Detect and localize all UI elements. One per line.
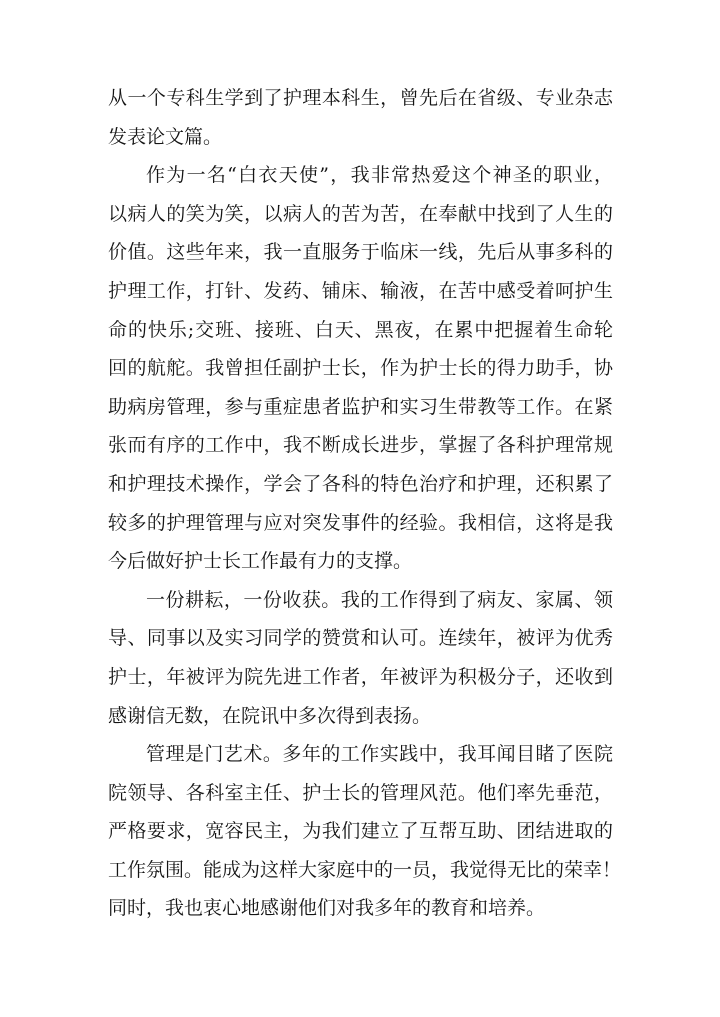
text-line: 严格要求，宽容民主，为我们建立了互帮互助、团结进取的 [108, 820, 613, 843]
text-line: 感谢信无数，在院讯中多次得到表扬。 [108, 704, 432, 727]
text-line: 导、同事以及实习同学的赞赏和认可。连续年，被评为优秀 [108, 627, 613, 650]
text-line: 护理工作，打针、发药、铺床、输液，在苦中感受着呵护生 [108, 279, 613, 302]
text-line: 院领导、各科室主任、护士长的管理风范。他们率先垂范， [108, 781, 613, 804]
text-line: 同时，我也衷心地感谢他们对我多年的教育和培养。 [108, 897, 546, 920]
text-line: 助病房管理，参与重症患者监护和实习生带教等工作。在紧 [108, 395, 613, 418]
text-line: 今后做好护士长工作最有力的支撑。 [108, 550, 413, 573]
text-line: 发表论文篇。 [108, 125, 223, 148]
text-line: 和护理技术操作，学会了各科的特色治疗和护理，还积累了 [108, 472, 613, 495]
text-line: 以病人的笑为笑，以病人的苦为苦，在奉献中找到了人生的 [108, 202, 613, 225]
paragraph-3 [108, 581, 613, 735]
text-line: 护士，年被评为院先进工作者，年被评为积极分子，还收到 [108, 665, 613, 688]
text-line: 价值。这些年来，我一直服务于临床一线，先后从事多科的 [108, 241, 613, 264]
text-line: 管理是门艺术。多年的工作实践中，我耳闻目睹了医院 [146, 743, 613, 766]
text-line: 回的航舵。我曾担任副护士长，作为护士长的得力助手，协 [108, 357, 613, 380]
text-line: 作为一名“白衣天使”，我非常热爱这个神圣的职业， [146, 164, 613, 187]
paragraph-1 [108, 79, 613, 156]
text-line: 张而有序的工作中，我不断成长进步，掌握了各科护理常规 [108, 434, 613, 457]
text-line: 工作氛围。能成为这样大家庭中的一员，我觉得无比的荣幸！ [108, 858, 622, 881]
paragraph-2 [108, 156, 613, 581]
paragraph-4 [108, 735, 622, 928]
text-line: 较多的护理管理与应对突发事件的经验。我相信，这将是我 [108, 511, 613, 534]
text-line: 命的快乐;交班、接班、白天、黑夜，在累中把握着生命轮 [108, 318, 613, 341]
text-line: 一份耕耘，一份收获。我的工作得到了病友、家属、领 [146, 588, 613, 611]
text-line: 从一个专科生学到了护理本科生，曾先后在省级、专业杂志 [108, 87, 613, 109]
document-page [108, 79, 622, 928]
